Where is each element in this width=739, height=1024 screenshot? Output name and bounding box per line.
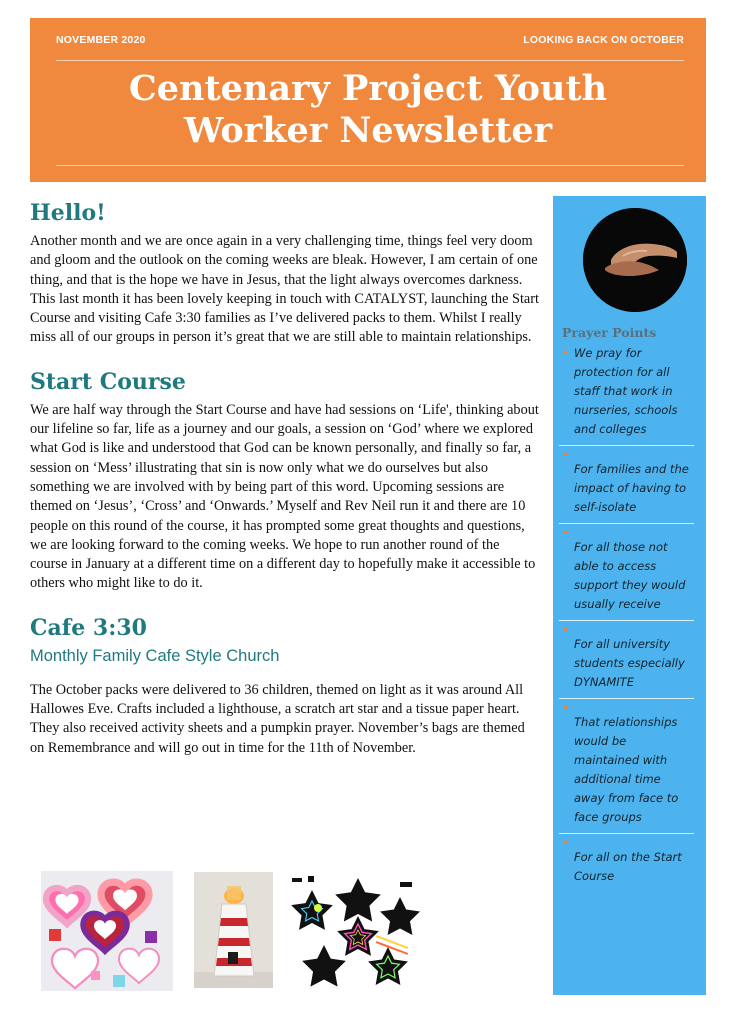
newsletter-title [30, 68, 706, 152]
newsletter-header [30, 18, 706, 182]
cafe-body: The October packs were delivered to 36 children, themed on light as it was around All Hallowes Eve. Crafts included a lighthouse, a scratch art star and a tissue paper heart. They also received activity sheets and a pumpkin prayer. November’s bags are themed on Remembrance and will go out in time for the 11th of November. [30, 681, 525, 756]
title-line-2: Worker Newsletter [183, 110, 553, 151]
start-course-heading: Start Course [30, 368, 186, 395]
prayer-item [559, 621, 694, 699]
prayer-item-text: • We pray for protection for all staff that work in nurseries, schools and colleges [574, 346, 678, 436]
stars-photo [288, 872, 423, 992]
prayer-points-title: Prayer Points [562, 325, 657, 340]
header-topline [56, 34, 684, 48]
prayer-points-list [553, 344, 706, 892]
prayer-item-text: • For all university students especially DYNAMITE [574, 637, 685, 689]
start-course-body: We are half way through the Start Course and have had sessions on ‘Life', thinking about our lifeline so far, life as a journey and our goals, a session on ‘God’ where we explored what God is like and understood that God can be known personally, and finally so far, a session on ‘Mess’ illustrating that sin is now only what we do ourselves but also something we are involved with by being part of this word. Upcoming sessions are themed on ‘Jesus’, ‘Cross’ and ‘Onwards.’ Myself and Rev Neil run it and there are 10 people on this round of the course, it has prompted some great thoughts and questions, we are looking forward to the coming weeks. We hope to run another round of the course in January at a different time on a different day to hopefully make it accessible to others who might like to do it. [30, 401, 539, 592]
praying-hands-icon [583, 208, 687, 312]
prayer-item [559, 524, 694, 621]
header-divider-top [56, 60, 684, 61]
title-line-1: Centenary Project Youth [128, 68, 608, 109]
prayer-item [559, 834, 694, 892]
prayer-item-text: • That relationships would be maintained with additional time away from face to face groups [574, 715, 679, 824]
prayer-item-text: • For all those not able to access support they would usually receive [574, 540, 686, 611]
prayer-item-text: • For all on the Start Course [574, 850, 682, 883]
header-divider-bottom [56, 165, 684, 166]
scratch-art-stars-icon [288, 872, 423, 992]
section-label: LOOKING BACK ON OCTOBER [523, 34, 684, 46]
hello-body: Another month and we are once again in a very challenging time, things feel very doom and gloom and the outlook on the coming weeks are bleak. However, I am certain of one thing, and that is the hope we have in Jesus, that the light always overcomes darkness. This last month it has been lovely keeping in touch with CATALYST, launching the Start Course and visiting Cafe 3:30 families as I’ve delivered packs to them. Whilst I really miss all of our groups in person it’s great that we are still able to maintain relationships. [30, 233, 539, 346]
praying-hands-image [583, 208, 687, 312]
cafe-heading: Cafe 3:30 [30, 614, 147, 641]
lighthouse-craft-icon [194, 872, 273, 988]
prayer-item [559, 699, 694, 834]
lighthouse-photo [194, 872, 273, 988]
hearts-photo [41, 871, 173, 991]
prayer-sidebar [553, 196, 706, 995]
issue-date: NOVEMBER 2020 [56, 34, 146, 46]
cafe-subheading: Monthly Family Cafe Style Church [30, 646, 280, 665]
prayer-item-text: • For families and the impact of having to self-isolate [574, 462, 689, 514]
hello-heading: Hello! [30, 200, 106, 226]
tissue-paper-hearts-icon [41, 871, 173, 991]
prayer-item [559, 344, 694, 446]
prayer-item [559, 446, 694, 524]
main-column [30, 198, 540, 758]
